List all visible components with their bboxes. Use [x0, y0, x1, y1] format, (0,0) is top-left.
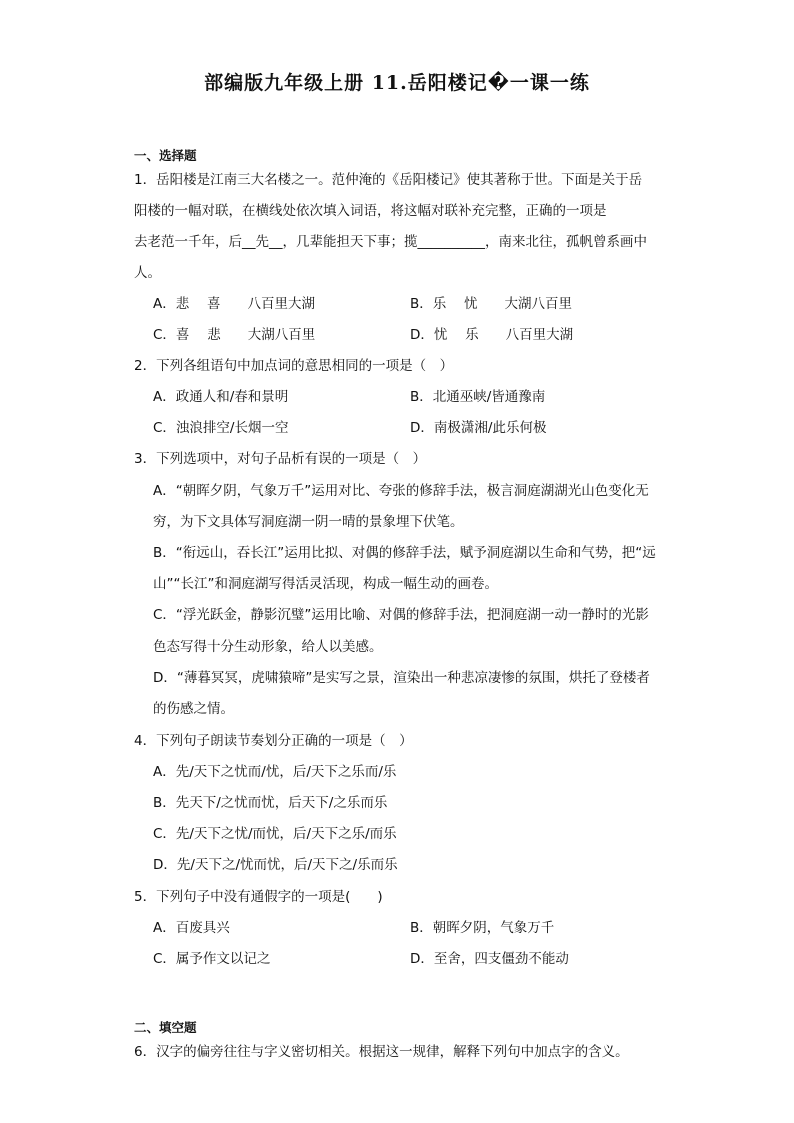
question-1-stem-line-1: 1．岳阳楼是江南三大名楼之一。范仲淹的《岳阳楼记》使其著称于世。下面是关于岳	[134, 172, 643, 188]
question-2-option-d: D．南极潇湘/此乐何极	[410, 420, 547, 436]
question-4-stem: 4．下列句子朗读节奏划分正确的一项是（ ）	[134, 733, 413, 749]
question-3-option-c-line-1: C．“浮光跃金，静影沉璧”运用比喻、对偶的修辞手法，把洞庭湖一动一静时的光影	[153, 607, 649, 623]
question-3-option-a-line-2: 穷，为下文具体写洞庭湖一阴一晴的景象埋下伏笔。	[153, 514, 464, 530]
section-heading-fill-in: 二、填空题	[134, 1020, 197, 1035]
question-3-option-d-line-2: 的伤感之情。	[153, 701, 234, 717]
question-2-stem: 2．下列各组语句中加点词的意思相同的一项是（ ）	[134, 358, 454, 374]
question-3-stem: 3．下列选项中，对句子品析有误的一项是（ ）	[134, 451, 427, 467]
question-1-stem-line-3: 去老范一千年，后__先__，几辈能担天下事；揽__________，南来北往，孤帆曾系画中	[134, 234, 647, 250]
question-5-option-a: A．百废具兴	[153, 920, 230, 936]
question-5-option-d: D．至舍，四支僵劲不能动	[410, 951, 569, 967]
question-1-option-a: A．悲 喜 八百里大湖	[153, 296, 316, 312]
question-5-option-c: C．属予作文以记之	[153, 951, 271, 967]
question-1-stem-line-4: 人。	[134, 265, 161, 281]
question-1-stem-line-2: 阳楼的一幅对联，在横线处依次填入词语，将这幅对联补充完整，正确的一项是	[134, 203, 607, 219]
question-3-option-b-line-1: B．“衔远山，吞长江”运用比拟、对偶的修辞手法，赋予洞庭湖以生命和气势，把“远	[153, 545, 656, 561]
question-1-option-d: D．忧 乐 八百里大湖	[410, 327, 574, 343]
question-6-stem: 6．汉字的偏旁往往与字义密切相关。根据这一规律，解释下列句中加点字的含义。	[134, 1044, 629, 1060]
question-3-option-a-line-1: A．“朝晖夕阴，气象万千”运用对比、夸张的修辞手法，极言洞庭湖湖光山色变化无	[153, 483, 649, 499]
section-heading-choice: 一、选择题	[134, 148, 197, 163]
question-5-option-b: B．朝晖夕阴，气象万千	[410, 920, 555, 936]
question-4-option-a: A．先/天下之忧而/忧，后/天下之乐而/乐	[153, 764, 397, 780]
question-2-option-b: B．北通巫峡/皆通豫南	[410, 389, 546, 405]
question-4-option-d: D．先/天下之/忧而忧，后/天下之/乐而乐	[153, 857, 398, 873]
question-4-option-b: B．先天下/之忧而忧，后天下/之乐而乐	[153, 795, 388, 811]
question-4-option-c: C．先/天下之忧/而忧，后/天下之乐/而乐	[153, 826, 397, 842]
question-2-option-c: C．浊浪排空/长烟一空	[153, 420, 289, 436]
question-3-option-c-line-2: 色态写得十分生动形象，给人以美感。	[153, 639, 383, 655]
page-title: 部编版九年级上册 11.岳阳楼记�一课一练	[204, 72, 590, 94]
question-3-option-b-line-2: 山”“长江”和洞庭湖写得活灵活现，构成一幅生动的画卷。	[153, 576, 498, 592]
question-1-option-b: B．乐 忧 大湖八百里	[410, 296, 573, 312]
question-1-option-c: C．喜 悲 大湖八百里	[153, 327, 316, 343]
question-5-stem: 5．下列句子中没有通假字的一项是( )	[134, 889, 383, 905]
question-2-option-a: A．政通人和/春和景明	[153, 389, 289, 405]
question-3-option-d-line-1: D．“薄暮冥冥，虎啸猿啼”是实写之景，渲染出一种悲凉凄惨的氛围，烘托了登楼者	[153, 670, 650, 686]
